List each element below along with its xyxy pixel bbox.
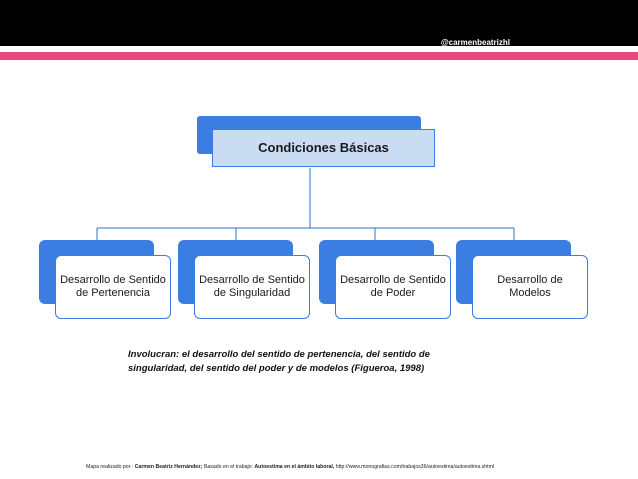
footer-prefix: Mapa realizado por : bbox=[86, 464, 134, 470]
root-node bbox=[212, 129, 435, 167]
footer-work: Autoestima en el ámbito laboral, bbox=[254, 464, 335, 470]
child-node-label: Desarrollo de Sentido de Pertenencia bbox=[60, 273, 166, 299]
child-node-modelos bbox=[472, 255, 588, 319]
footer-author: Carmen Beatriz Hernández; bbox=[134, 464, 203, 470]
child-node-label: Desarrollo de Sentido de Singularidad bbox=[199, 273, 305, 299]
child-node-pertenencia bbox=[55, 255, 171, 319]
child-node-poder bbox=[335, 255, 451, 319]
author-handle: @carmenbeatrizhl bbox=[440, 38, 510, 47]
footer-basis: Basado en el trabajo: bbox=[203, 464, 253, 470]
footer-url[interactable]: http://www.monografias.com/trabajos36/autoestima/autoestima.shtml bbox=[335, 464, 495, 470]
child-node-singularidad bbox=[194, 255, 310, 319]
child-node-label: Desarrollo de Modelos bbox=[497, 273, 563, 299]
summary-note: Involucran: el desarrollo del sentido de pertenencia, del sentido de singularidad, del sentido del poder y de modelos (Figueroa, 1998) bbox=[128, 349, 430, 374]
footer-credit bbox=[86, 464, 494, 470]
child-node-label: Desarrollo de Sentido de Poder bbox=[340, 273, 446, 299]
root-node-label: Condiciones Básicas bbox=[258, 140, 389, 156]
